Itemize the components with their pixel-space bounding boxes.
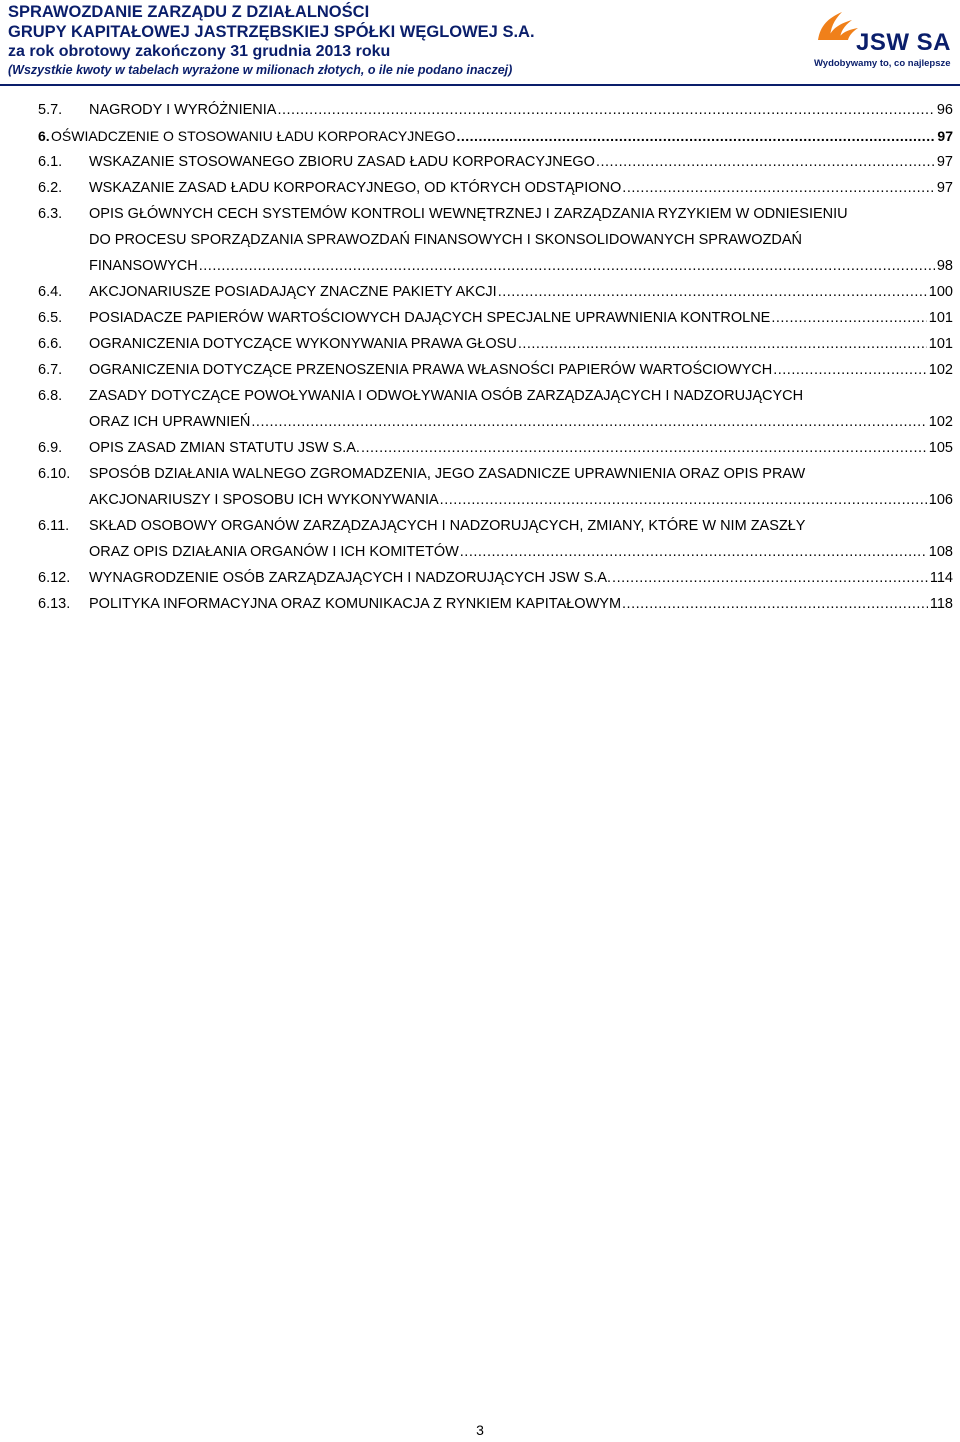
toc-entry-title: ORAZ ICH UPRAWNIEŃ [89,414,251,430]
toc-entry-title: NAGRODY I WYRÓŻNIENIA [89,102,277,118]
toc-leader-dots [498,279,927,305]
toc-entry-title: OPIS GŁÓWNYCH CECH SYSTEMÓW KONTROLI WEWNĘTRZNEJ I ZARZĄDZANIA RYZYKIEM W ODNIESIENIU [89,206,848,222]
toc-entry-page: 97 [936,154,953,170]
toc-entry[interactable] [38,305,953,331]
toc-entry[interactable] [38,513,953,565]
report-title-line2: GRUPY KAPITAŁOWEJ JASTRZĘBSKIEJ SPÓŁKI WĘGLOWEJ S.A. [8,23,535,41]
toc-leader-dots [771,305,926,331]
toc-leader-dots [277,97,934,123]
toc-leader-dots [199,253,935,279]
page-number: 3 [476,1422,484,1438]
report-title-line1: SPRAWOZDANIE ZARZĄDU Z DZIAŁALNOŚCI [8,3,370,21]
toc-entry-title: SPOSÓB DZIAŁANIA WALNEGO ZGROMADZENIA, JEGO ZASADNICZE UPRAWNIENIA ORAZ OPIS PRAW [89,466,806,482]
toc-entry-page: 101 [928,310,953,326]
toc-entry-title: AKCJONARIUSZE POSIADAJĄCY ZNACZNE PAKIETY AKCJI [89,284,497,300]
toc-entry-number: 6.9. [38,440,63,456]
toc-entry-number: 6.1. [38,154,63,170]
toc-entry-title: WYNAGRODZENIE OSÓB ZARZĄDZAJĄCYCH I NADZORUJĄCYCH JSW S.A. [89,570,612,586]
toc-entry-page: 105 [928,440,953,456]
toc-entry-title: POSIADACZE PAPIERÓW WARTOŚCIOWYCH DAJĄCYCH SPECJALNE UPRAWNIENIA KONTROLNE [89,310,771,326]
toc-entry-number: 6.6. [38,336,63,352]
toc-leader-dots [440,487,927,513]
toc-entry-title: AKCJONARIUSZY I SPOSOBU ICH WYKONYWANIA [89,492,439,508]
jsw-logo [812,4,956,74]
toc-entry-page: 118 [929,596,953,612]
toc-entry[interactable] [38,149,953,175]
toc-entry-title: OGRANICZENIA DOTYCZĄCE PRZENOSZENIA PRAWA WŁASNOŚCI PAPIERÓW WARTOŚCIOWYCH [89,362,773,378]
toc-entry-page: 106 [928,492,953,508]
toc-entry-number: 6.5. [38,310,63,326]
toc-entry[interactable] [38,201,953,279]
toc-entry-page: 100 [928,284,953,300]
toc-entry-number: 6.4. [38,284,63,300]
toc-entry-page: 102 [928,362,953,378]
toc-entry-number: 6.12. [38,570,71,586]
toc-entry[interactable] [38,331,953,357]
toc-entry[interactable] [38,383,953,435]
toc-entry-number: 5.7. [38,102,63,118]
toc-entry-title: WSKAZANIE STOSOWANEGO ZBIORU ZASAD ŁADU KORPORACYJNEGO [89,154,595,170]
toc-entry[interactable] [38,435,953,461]
toc-entry-page: 97 [937,128,953,144]
report-period: za rok obrotowy zakończony 31 grudnia 2013 roku [8,43,391,60]
toc-entry[interactable] [38,175,953,201]
logo-slogan: Wydobywamy to, co najlepsze [814,58,951,69]
toc-entry-title: WSKAZANIE ZASAD ŁADU KORPORACYJNEGO, OD KTÓRYCH ODSTĄPIONO [89,180,622,196]
toc-entry-number: 6. [38,128,50,144]
toc-entry-page: 101 [928,336,953,352]
toc-leader-dots [622,175,935,201]
toc-leader-dots [251,409,926,435]
toc-leader-dots [361,435,927,461]
toc-entry-number: 6.2. [38,180,63,196]
toc-leader-dots [518,331,927,357]
toc-leader-dots [773,357,927,383]
flame-icon [812,4,862,44]
toc-entry-title: SKŁAD OSOBOWY ORGANÓW ZARZĄDZAJĄCYCH I NADZORUJĄCYCH, ZMIANY, KTÓRE W NIM ZASZŁY [89,518,806,534]
logo-wordmark: JSW SA [856,29,952,56]
header-divider [0,84,960,86]
report-currency-note: (Wszystkie kwoty w tabelach wyrażone w milionach złotych, o ile nie podano inaczej) [8,63,513,77]
toc-entry-title: ORAZ OPIS DZIAŁANIA ORGANÓW I ICH KOMITETÓW [89,544,459,560]
toc-entry[interactable] [38,357,953,383]
toc-entry-title: FINANSOWYCH [89,258,198,274]
toc-entry-number: 6.11. [38,518,70,534]
report-header [8,2,768,78]
toc-leader-dots [460,539,927,565]
toc-entry-title: DO PROCESU SPORZĄDZANIA SPRAWOZDAŃ FINANSOWYCH I SKONSOLIDOWANYCH SPRAWOZDAŃ [89,232,802,248]
toc-entry[interactable] [38,565,953,591]
toc-entry-number: 6.10. [38,466,71,482]
toc-entry[interactable] [38,591,953,617]
toc-entry[interactable] [38,461,953,513]
toc-leader-dots [622,591,928,617]
toc-entry-number: 6.13. [38,596,71,612]
toc-entry-number: 6.8. [38,388,63,404]
toc-leader-dots [612,565,928,591]
toc-entry-page: 108 [928,544,953,560]
toc-entry-page: 96 [936,102,953,118]
toc-entry-page: 97 [936,180,953,196]
toc-entry[interactable] [38,123,953,149]
toc-leader-dots [457,123,936,149]
toc-entry-title: OPIS ZASAD ZMIAN STATUTU JSW S.A. [89,440,360,456]
toc-entry-page: 102 [928,414,953,430]
toc-entry-title: OŚWIADCZENIE O STOSOWANIU ŁADU KORPORACYJNEGO [51,128,456,144]
toc-entry[interactable] [38,97,953,123]
toc-leader-dots [596,149,935,175]
toc-entry-page: 114 [929,570,953,586]
toc-entry[interactable] [38,279,953,305]
toc-entry-title: ZASADY DOTYCZĄCE POWOŁYWANIA I ODWOŁYWANIA OSÓB ZARZĄDZAJĄCYCH I NADZORUJĄCYCH [89,388,804,404]
toc-entry-title: OGRANICZENIA DOTYCZĄCE WYKONYWANIA PRAWA GŁOSU [89,336,517,352]
toc-entry-number: 6.7. [38,362,63,378]
toc-entry-page: 98 [936,258,953,274]
toc-entry-number: 6.3. [38,206,63,222]
toc-entry-title: POLITYKA INFORMACYJNA ORAZ KOMUNIKACJA Z RYNKIEM KAPITAŁOWYM [89,596,622,612]
